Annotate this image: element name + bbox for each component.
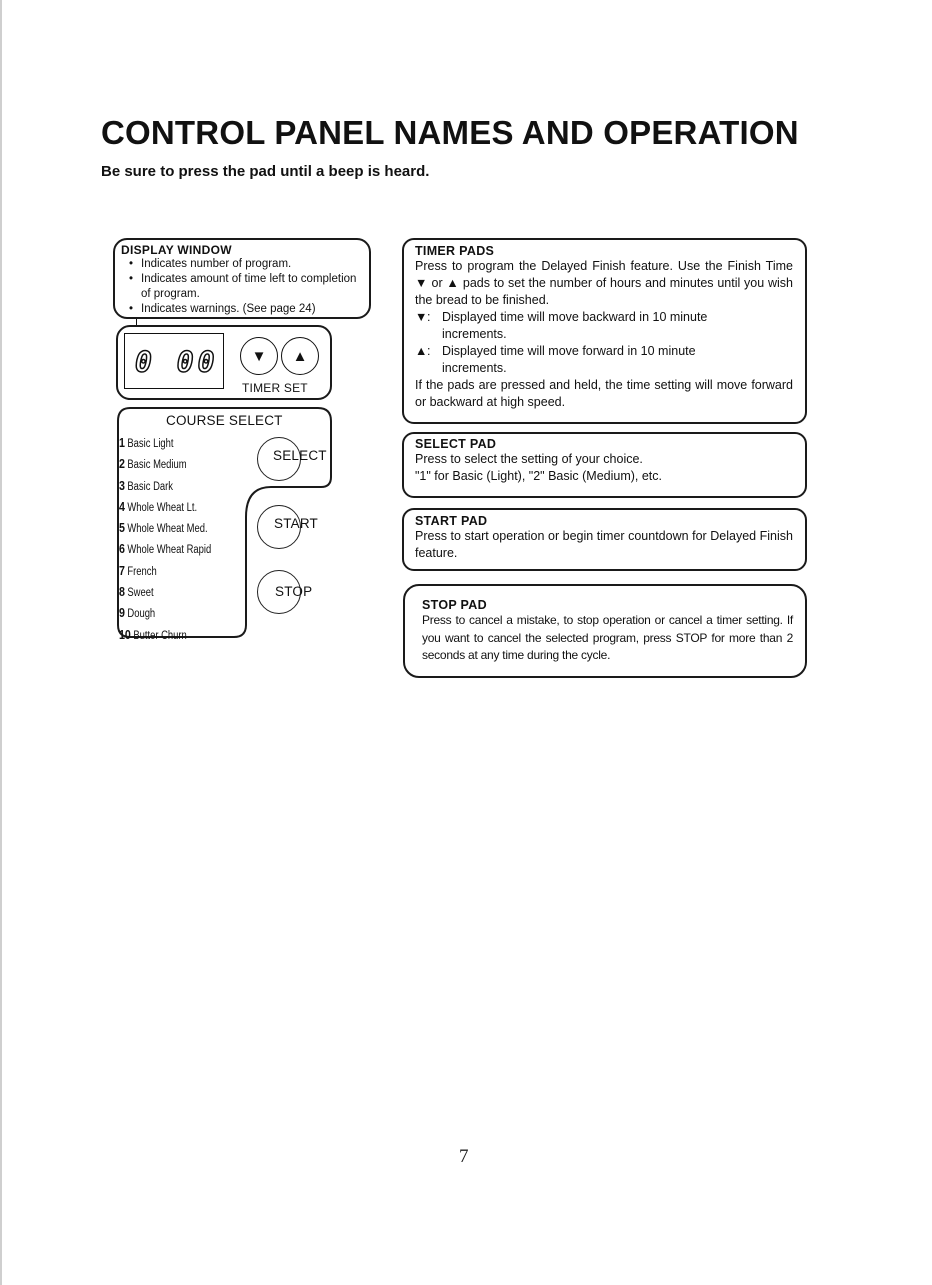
timer-up-description: ▲ : Displayed time will move forward in 10 minute: [415, 343, 793, 360]
triangle-down-icon: ▼: [415, 310, 428, 324]
select-button[interactable]: [257, 437, 301, 481]
page-subtitle: Be sure to press the pad until a beep is heard.: [101, 163, 430, 180]
course-item: 3 Basic Dark: [119, 477, 173, 493]
course-item: 8 Sweet: [119, 584, 154, 600]
course-item: 7 French: [119, 562, 157, 578]
select-pad-title: SELECT PAD: [415, 437, 497, 451]
timer-down-button[interactable]: [240, 337, 278, 375]
course-item: 5 Whole Wheat Med.: [119, 520, 208, 536]
timer-down-description: ▼ : Displayed time will move backward in 10 minute: [415, 309, 793, 326]
course-item: 6 Whole Wheat Rapid: [119, 541, 212, 557]
timer-down-continuation: increments.: [442, 327, 507, 341]
course-item: 4 Whole Wheat Lt.: [119, 498, 198, 514]
course-select-title: COURSE SELECT: [166, 413, 283, 428]
timer-pads-intro: Press to program the Delayed Finish feature. Use the Finish Time ▼ or ▲ pads to set the number of hours and minutes until you wish the bread to be finished.: [415, 259, 793, 307]
triangle-up-icon: ▲: [292, 347, 308, 365]
select-pad-line1: Press to select the setting of your choice.: [415, 452, 643, 466]
display-window: [124, 333, 224, 389]
stop-pad-title: STOP PAD: [422, 598, 487, 612]
display-window-title: DISPLAY WINDOW: [121, 243, 232, 257]
triangle-down-icon: ▼: [251, 347, 267, 365]
start-pad-title: START PAD: [415, 514, 488, 528]
stop-pad-text: Press to cancel a mistake, to stop operation or cancel a timer setting. If you want to cancel the selected program, press STOP for more than 2 seconds at any time during the cycle.: [422, 613, 793, 662]
select-pad-line2: "1" for Basic (Light), "2" Basic (Medium), etc.: [415, 469, 662, 483]
triangle-up-icon: ▲: [415, 344, 428, 358]
page-number: 7: [459, 1146, 469, 1167]
start-button[interactable]: [257, 505, 301, 549]
control-panel-display-section: [116, 325, 332, 400]
stop-button[interactable]: [257, 570, 301, 614]
course-list: [119, 433, 232, 646]
bullet-item: • Indicates amount of time left to completion of program.: [121, 272, 363, 302]
timer-pads-title: TIMER PADS: [415, 244, 495, 258]
timer-up-text: Displayed time will move forward in 10 minute: [442, 344, 696, 358]
start-pad-text: Press to start operation or begin timer countdown for Delayed Finish feature.: [415, 529, 793, 560]
stop-pad-section: [403, 584, 807, 678]
course-item: 1 Basic Light: [119, 435, 174, 450]
select-pad-section: [402, 432, 807, 498]
timer-up-continuation: increments.: [442, 361, 507, 375]
select-button-label: SELECT: [273, 448, 327, 463]
display-digits: 0 00: [135, 346, 219, 379]
bullet-item: • Indicates number of program.: [121, 257, 363, 272]
timer-pads-section: [402, 238, 807, 424]
stop-button-label: STOP: [275, 584, 313, 599]
timer-set-label: TIMER SET: [242, 381, 308, 395]
display-window-bullets: [121, 257, 363, 317]
course-item: 9 Dough: [119, 605, 156, 621]
bullet-item: • Indicates warnings. (See page 24): [121, 302, 363, 317]
course-item: 2 Basic Medium: [119, 456, 187, 472]
timer-up-button[interactable]: [281, 337, 319, 375]
start-pad-section: [402, 508, 807, 571]
page-left-edge: [0, 0, 2, 1285]
page-title: CONTROL PANEL NAMES AND OPERATION: [101, 114, 799, 151]
display-window-callout: [113, 238, 371, 319]
timer-down-text: Displayed time will move backward in 10 minute: [442, 310, 708, 324]
start-button-label: START: [274, 516, 319, 531]
course-item: 10 Butter Churn: [119, 626, 187, 642]
timer-hold-note: If the pads are pressed and held, the time setting will move forward or backward at high speed.: [415, 378, 793, 409]
